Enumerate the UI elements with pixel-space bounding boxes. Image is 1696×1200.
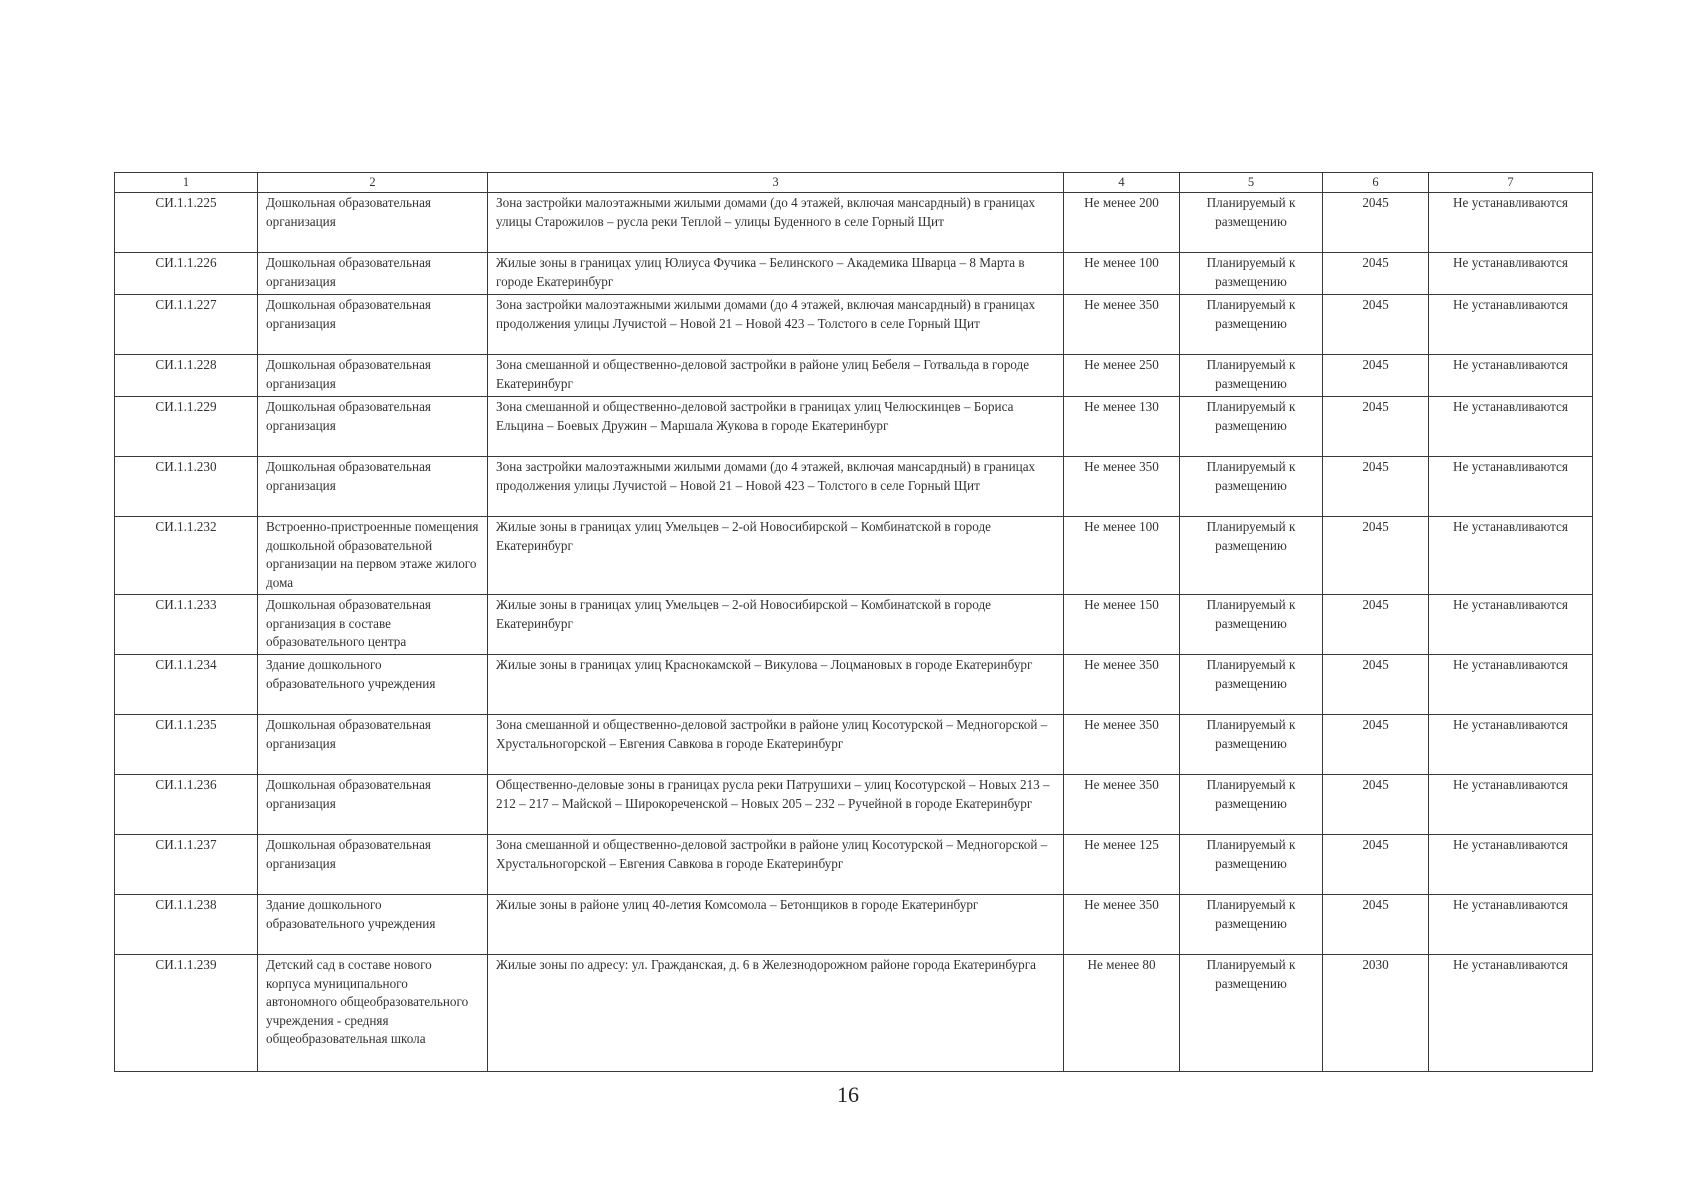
row-status: Планируемый к размещению xyxy=(1180,595,1323,655)
row-name: Дошкольная образовательная организация xyxy=(258,775,488,835)
row-year: 2045 xyxy=(1323,655,1429,715)
row-year: 2045 xyxy=(1323,595,1429,655)
row-id: СИ.1.1.239 xyxy=(115,955,258,1072)
row-location: Зона смешанной и общественно-деловой застройки в границах улиц Челюскинцев – Бориса Ельцина – Боевых Дружин – Маршала Жукова в городе Екатеринбург xyxy=(488,397,1064,457)
table-row xyxy=(115,355,1593,397)
row-status: Планируемый к размещению xyxy=(1180,655,1323,715)
row-name: Детский сад в составе нового корпуса муниципального автономного общеобразовательного учреждения - средняя общеобразовательная школа xyxy=(258,955,488,1072)
row-location: Зона смешанной и общественно-деловой застройки в районе улиц Косотурской – Медногорской – Хрустальногорской – Евгения Савкова в городе Екатеринбург xyxy=(488,835,1064,895)
row-name: Дошкольная образовательная организация xyxy=(258,295,488,355)
table-row xyxy=(115,655,1593,715)
row-status: Планируемый к размещению xyxy=(1180,895,1323,955)
row-year: 2045 xyxy=(1323,355,1429,397)
document-table xyxy=(114,172,1593,1072)
row-year: 2030 xyxy=(1323,955,1429,1072)
row-year: 2045 xyxy=(1323,517,1429,595)
row-zones: Не устанавливаются xyxy=(1429,955,1593,1072)
row-capacity: Не менее 200 xyxy=(1064,193,1180,253)
row-status: Планируемый к размещению xyxy=(1180,955,1323,1072)
row-location: Зона застройки малоэтажными жилыми домами (до 4 этажей, включая мансардный) в границах продолжения улицы Лучистой – Новой 21 – Новой 423 – Толстого в селе Горный Щит xyxy=(488,295,1064,355)
row-id: СИ.1.1.233 xyxy=(115,595,258,655)
row-capacity: Не менее 125 xyxy=(1064,835,1180,895)
table-row xyxy=(115,397,1593,457)
page-number: 16 xyxy=(837,1082,859,1107)
row-name: Дошкольная образовательная организация xyxy=(258,193,488,253)
column-header-2: 2 xyxy=(258,173,488,193)
row-location: Жилые зоны в границах улиц Юлиуса Фучика – Белинского – Академика Шварца – 8 Марта в городе Екатеринбург xyxy=(488,253,1064,295)
table-row xyxy=(115,193,1593,253)
row-id: СИ.1.1.238 xyxy=(115,895,258,955)
row-status: Планируемый к размещению xyxy=(1180,193,1323,253)
row-id: СИ.1.1.227 xyxy=(115,295,258,355)
row-zones: Не устанавливаются xyxy=(1429,355,1593,397)
row-capacity: Не менее 350 xyxy=(1064,775,1180,835)
row-zones: Не устанавливаются xyxy=(1429,835,1593,895)
row-zones: Не устанавливаются xyxy=(1429,295,1593,355)
row-year: 2045 xyxy=(1323,775,1429,835)
row-name: Здание дошкольного образовательного учреждения xyxy=(258,895,488,955)
column-header-6: 6 xyxy=(1323,173,1429,193)
row-capacity: Не менее 100 xyxy=(1064,517,1180,595)
row-year: 2045 xyxy=(1323,457,1429,517)
row-capacity: Не менее 350 xyxy=(1064,895,1180,955)
column-header-7: 7 xyxy=(1429,173,1593,193)
row-capacity: Не менее 350 xyxy=(1064,295,1180,355)
table-row xyxy=(115,595,1593,655)
row-location: Жилые зоны в границах улиц Умельцев – 2-ой Новосибирской – Комбинатской в городе Екатеринбург xyxy=(488,595,1064,655)
row-status: Планируемый к размещению xyxy=(1180,715,1323,775)
row-name: Встроенно-пристроенные помещения дошкольной образовательной организации на первом этаже жилого дома xyxy=(258,517,488,595)
row-capacity: Не менее 150 xyxy=(1064,595,1180,655)
row-id: СИ.1.1.232 xyxy=(115,517,258,595)
table-row xyxy=(115,517,1593,595)
row-zones: Не устанавливаются xyxy=(1429,715,1593,775)
row-id: СИ.1.1.236 xyxy=(115,775,258,835)
row-zones: Не устанавливаются xyxy=(1429,193,1593,253)
table-row xyxy=(115,955,1593,1072)
table-row xyxy=(115,715,1593,775)
row-capacity: Не менее 350 xyxy=(1064,457,1180,517)
row-year: 2045 xyxy=(1323,295,1429,355)
row-capacity: Не менее 350 xyxy=(1064,655,1180,715)
column-header-5: 5 xyxy=(1180,173,1323,193)
row-location: Жилые зоны в границах улиц Умельцев – 2-ой Новосибирской – Комбинатской в городе Екатеринбург xyxy=(488,517,1064,595)
row-year: 2045 xyxy=(1323,715,1429,775)
row-location: Зона застройки малоэтажными жилыми домами (до 4 этажей, включая мансардный) в границах продолжения улицы Лучистой – Новой 21 – Новой 423 – Толстого в селе Горный Щит xyxy=(488,457,1064,517)
row-name: Дошкольная образовательная организация xyxy=(258,397,488,457)
row-id: СИ.1.1.230 xyxy=(115,457,258,517)
row-year: 2045 xyxy=(1323,253,1429,295)
row-year: 2045 xyxy=(1323,193,1429,253)
row-id: СИ.1.1.235 xyxy=(115,715,258,775)
row-id: СИ.1.1.225 xyxy=(115,193,258,253)
row-year: 2045 xyxy=(1323,895,1429,955)
row-zones: Не устанавливаются xyxy=(1429,517,1593,595)
row-id: СИ.1.1.237 xyxy=(115,835,258,895)
row-status: Планируемый к размещению xyxy=(1180,457,1323,517)
row-name: Здание дошкольного образовательного учреждения xyxy=(258,655,488,715)
row-capacity: Не менее 250 xyxy=(1064,355,1180,397)
row-status: Планируемый к размещению xyxy=(1180,397,1323,457)
row-zones: Не устанавливаются xyxy=(1429,457,1593,517)
column-header-1: 1 xyxy=(115,173,258,193)
table-row xyxy=(115,775,1593,835)
row-capacity: Не менее 130 xyxy=(1064,397,1180,457)
row-zones: Не устанавливаются xyxy=(1429,595,1593,655)
row-location: Зона смешанной и общественно-деловой застройки в районе улиц Бебеля – Готвальда в городе Екатеринбург xyxy=(488,355,1064,397)
table-row xyxy=(115,295,1593,355)
header-row xyxy=(115,173,1593,193)
row-id: СИ.1.1.234 xyxy=(115,655,258,715)
row-zones: Не устанавливаются xyxy=(1429,775,1593,835)
table-row xyxy=(115,457,1593,517)
table-row xyxy=(115,253,1593,295)
row-capacity: Не менее 100 xyxy=(1064,253,1180,295)
row-zones: Не устанавливаются xyxy=(1429,655,1593,715)
row-name: Дошкольная образовательная организация в составе образовательного центра xyxy=(258,595,488,655)
row-location: Зона смешанной и общественно-деловой застройки в районе улиц Косотурской – Медногорской – Хрустальногорской – Евгения Савкова в городе Екатеринбург xyxy=(488,715,1064,775)
row-location: Жилые зоны по адресу: ул. Гражданская, д. 6 в Железнодорожном районе города Екатеринбурга xyxy=(488,955,1064,1072)
row-status: Планируемый к размещению xyxy=(1180,355,1323,397)
row-name: Дошкольная образовательная организация xyxy=(258,253,488,295)
row-zones: Не устанавливаются xyxy=(1429,895,1593,955)
row-location: Жилые зоны в границах улиц Краснокамской – Викулова – Лоцмановых в городе Екатеринбург xyxy=(488,655,1064,715)
row-location: Зона застройки малоэтажными жилыми домами (до 4 этажей, включая мансардный) в границах улицы Старожилов – русла реки Теплой – улицы Буденного в селе Горный Щит xyxy=(488,193,1064,253)
row-status: Планируемый к размещению xyxy=(1180,253,1323,295)
row-capacity: Не менее 80 xyxy=(1064,955,1180,1072)
table-row xyxy=(115,895,1593,955)
row-id: СИ.1.1.226 xyxy=(115,253,258,295)
row-year: 2045 xyxy=(1323,397,1429,457)
row-status: Планируемый к размещению xyxy=(1180,517,1323,595)
row-name: Дошкольная образовательная организация xyxy=(258,835,488,895)
row-status: Планируемый к размещению xyxy=(1180,835,1323,895)
column-header-4: 4 xyxy=(1064,173,1180,193)
row-year: 2045 xyxy=(1323,835,1429,895)
row-zones: Не устанавливаются xyxy=(1429,397,1593,457)
row-id: СИ.1.1.229 xyxy=(115,397,258,457)
row-name: Дошкольная образовательная организация xyxy=(258,457,488,517)
row-id: СИ.1.1.228 xyxy=(115,355,258,397)
column-header-3: 3 xyxy=(488,173,1064,193)
row-capacity: Не менее 350 xyxy=(1064,715,1180,775)
row-location: Жилые зоны в районе улиц 40-летия Комсомола – Бетонщиков в городе Екатеринбург xyxy=(488,895,1064,955)
row-status: Планируемый к размещению xyxy=(1180,775,1323,835)
row-status: Планируемый к размещению xyxy=(1180,295,1323,355)
row-zones: Не устанавливаются xyxy=(1429,253,1593,295)
table-row xyxy=(115,835,1593,895)
row-name: Дошкольная образовательная организация xyxy=(258,355,488,397)
row-location: Общественно-деловые зоны в границах русла реки Патрушихи – улиц Косотурской – Новых 213 – 212 – 217 – Майской – Широкореченской – Новых 205 – 232 – Ручейной в городе Екатеринбург xyxy=(488,775,1064,835)
row-name: Дошкольная образовательная организация xyxy=(258,715,488,775)
